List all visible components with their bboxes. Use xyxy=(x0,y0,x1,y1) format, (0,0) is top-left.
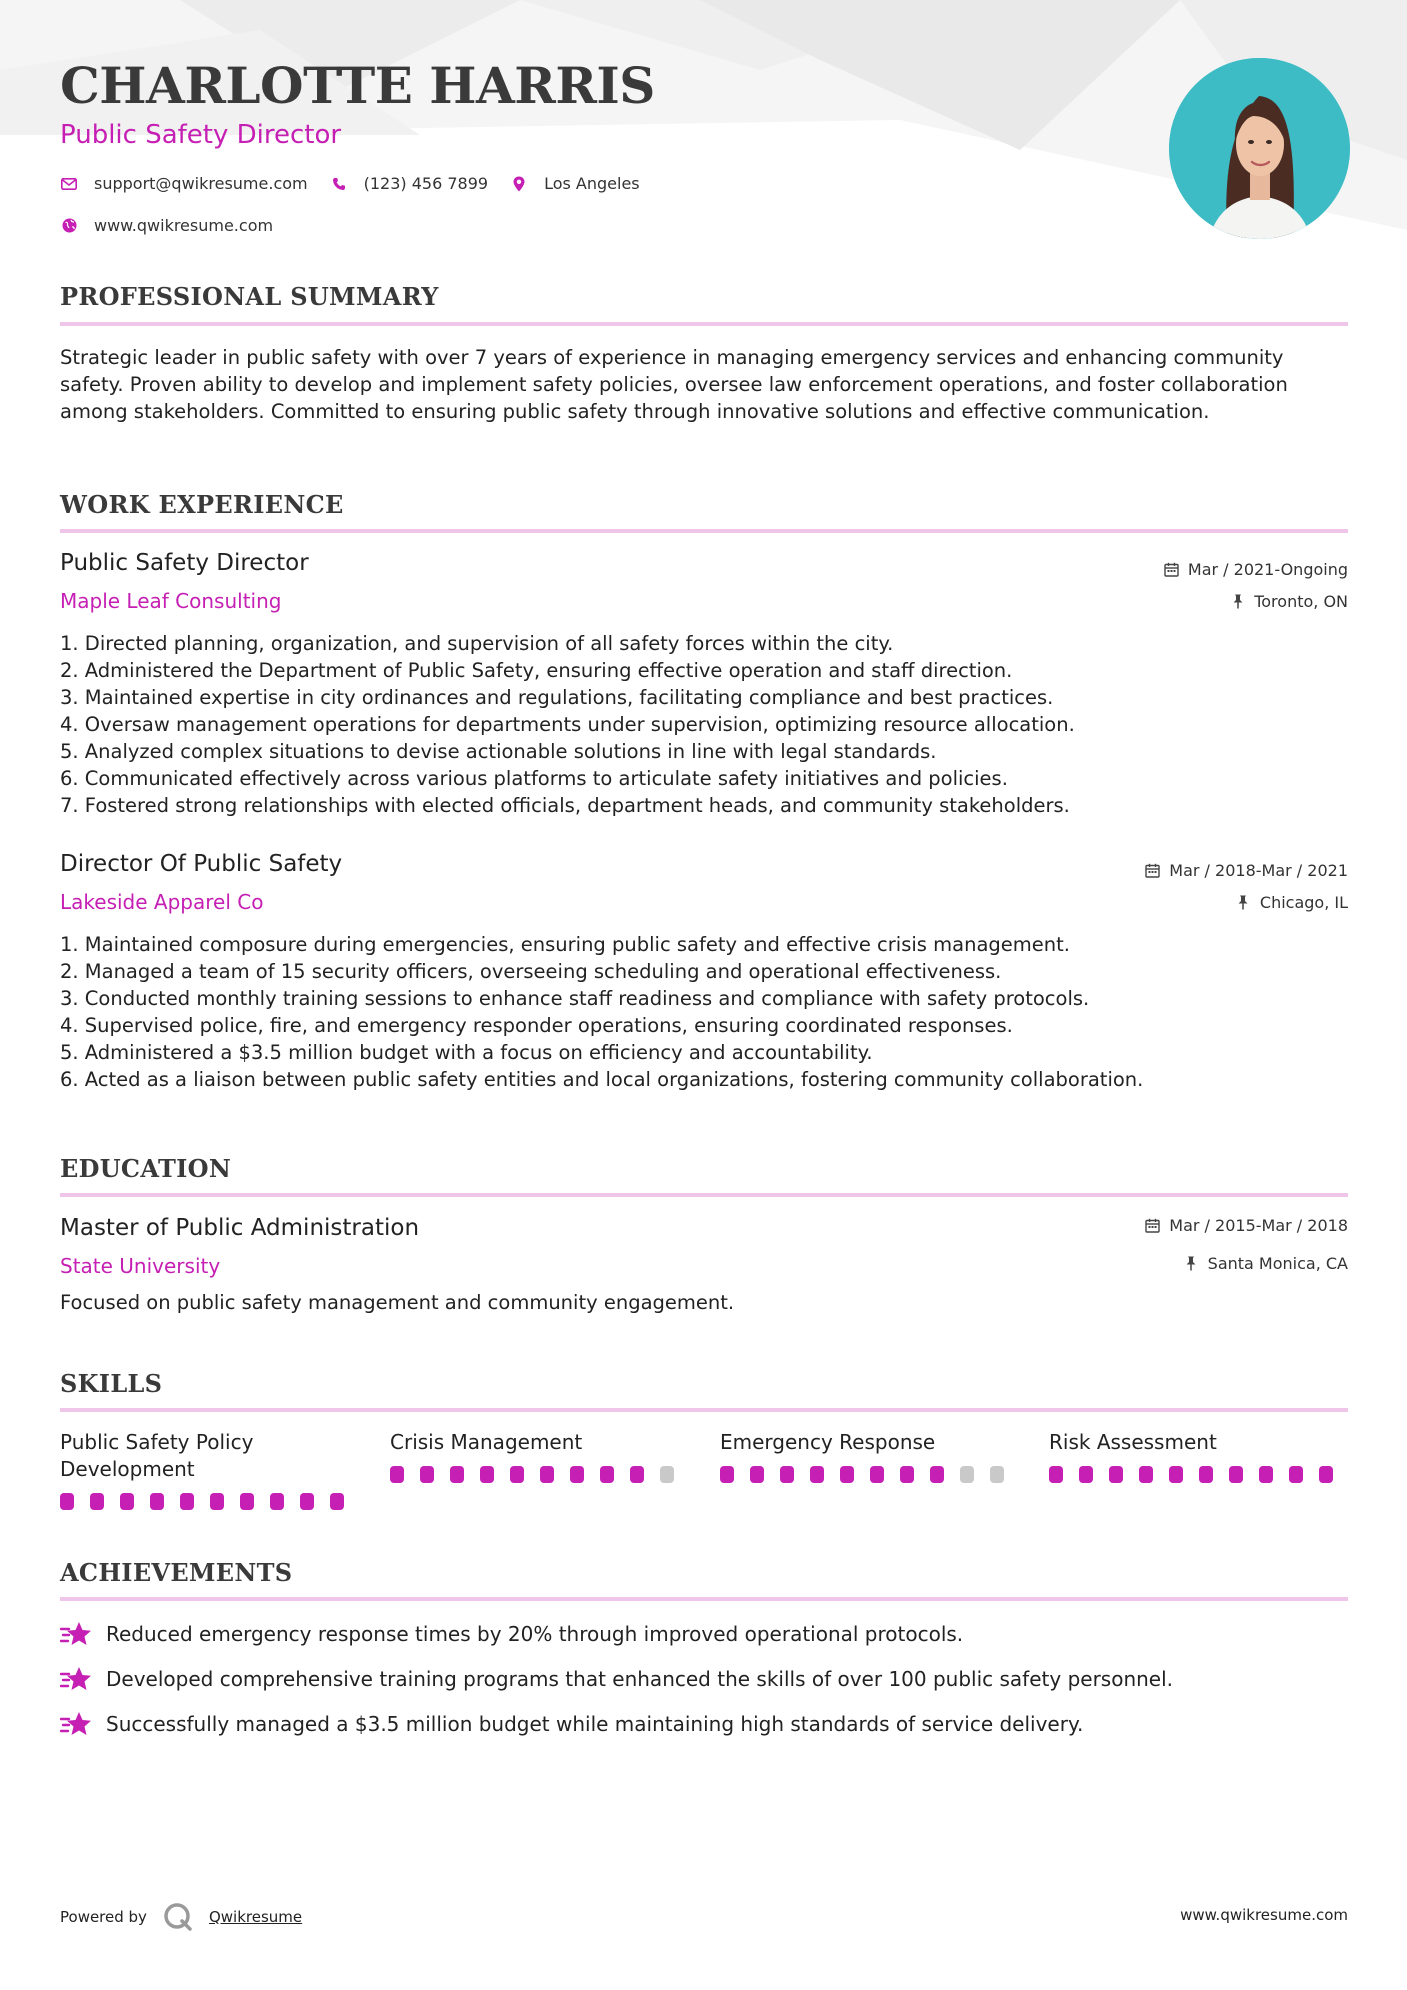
skill-dot-filled xyxy=(1109,1466,1123,1483)
list-item: 3. Conducted monthly training sessions to enhance staff readiness and compliance with safety protocols. xyxy=(60,987,1090,1010)
skill-dot-filled xyxy=(600,1466,614,1483)
skill-dot-filled xyxy=(1139,1466,1153,1483)
education-description: Focused on public safety management and community engagement. xyxy=(60,1291,735,1314)
footer-powered-by xyxy=(60,1902,302,1932)
skill-item xyxy=(60,1429,360,1510)
skill-dot-filled xyxy=(750,1466,764,1483)
list-item: 4. Supervised police, fire, and emergency responder operations, ensuring coordinated responses. xyxy=(60,1014,1013,1037)
candidate-title: Public Safety Director xyxy=(60,120,342,150)
job-dates xyxy=(1145,861,1348,880)
pushpin-icon xyxy=(1236,895,1251,910)
list-item: 3. Maintained expertise in city ordinances and regulations, facilitating compliance and best practices. xyxy=(60,686,1054,709)
profile-photo xyxy=(1169,58,1350,239)
list-item: 5. Administered a $3.5 million budget with a focus on efficiency and accountability. xyxy=(60,1041,873,1064)
skill-dot-filled xyxy=(450,1466,464,1483)
section-divider xyxy=(60,1597,1348,1601)
contact-website[interactable] xyxy=(60,216,273,235)
achievement-text: Successfully managed a $3.5 million budget while maintaining high standards of service delivery. xyxy=(106,1712,1084,1736)
star-icon xyxy=(60,1620,92,1648)
skill-dot-filled xyxy=(510,1466,524,1483)
section-divider xyxy=(60,1408,1348,1412)
skill-dot-filled xyxy=(780,1466,794,1483)
skill-item xyxy=(390,1429,690,1483)
summary-text: Strategic leader in public safety with over 7 years of experience in managing emergency services and enhancing community safety. Proven ability to develop and implement safety policies, oversee law enforcement operations, and foster collaboration among stakeholders. Committed to ensuring public safety through innovative solutions and effective communication. xyxy=(60,346,1288,423)
map-pin-icon xyxy=(510,175,528,193)
section-divider xyxy=(60,1193,1348,1197)
job-dates-text: Mar / 2021-Ongoing xyxy=(1187,560,1348,579)
skill-dot-filled xyxy=(270,1493,284,1510)
star-icon xyxy=(60,1710,92,1738)
globe-icon xyxy=(60,217,78,235)
skill-dot-filled xyxy=(1169,1466,1183,1483)
phone-icon xyxy=(330,175,348,193)
skill-dot-filled xyxy=(630,1466,644,1483)
skill-dot-filled xyxy=(870,1466,884,1483)
skill-item xyxy=(1049,1429,1349,1483)
contact-location xyxy=(510,174,640,193)
skill-dot-filled xyxy=(210,1493,224,1510)
skill-dot-filled xyxy=(420,1466,434,1483)
experience-heading: WORK EXPERIENCE xyxy=(60,490,344,519)
job-location xyxy=(1236,893,1348,912)
skill-dot-filled xyxy=(1049,1466,1063,1483)
skill-dot-filled xyxy=(90,1493,104,1510)
list-item: 6. Communicated effectively across various platforms to articulate safety initiatives and policies. xyxy=(60,767,1008,790)
skill-dot-empty xyxy=(960,1466,974,1483)
list-item: 2. Administered the Department of Public Safety, ensuring effective operation and staff direction. xyxy=(60,659,1013,682)
skill-dot-filled xyxy=(1229,1466,1243,1483)
education-dates-text: Mar / 2015-Mar / 2018 xyxy=(1169,1216,1348,1235)
skill-dot-empty xyxy=(990,1466,1004,1483)
list-item: 6. Acted as a liaison between public safety entities and local organizations, fostering community collaboration. xyxy=(60,1068,1144,1091)
achievement-item xyxy=(60,1620,963,1648)
skill-dot-filled xyxy=(120,1493,134,1510)
achievement-text: Developed comprehensive training programs that enhanced the skills of over 100 public safety personnel. xyxy=(106,1667,1174,1691)
skill-rating xyxy=(390,1466,690,1483)
skill-rating xyxy=(1049,1466,1349,1483)
education-location-text: Santa Monica, CA xyxy=(1207,1254,1348,1273)
skill-dot-filled xyxy=(930,1466,944,1483)
skill-dot-filled xyxy=(1289,1466,1303,1483)
contact-phone[interactable] xyxy=(330,174,488,193)
powered-by-label: Powered by xyxy=(60,1908,147,1926)
pushpin-icon xyxy=(1230,594,1245,609)
skill-dot-filled xyxy=(60,1493,74,1510)
achievements-heading: ACHIEVEMENTS xyxy=(60,1558,293,1587)
achievement-item xyxy=(60,1710,1083,1738)
skill-dot-filled xyxy=(840,1466,854,1483)
skill-dot-filled xyxy=(720,1466,734,1483)
degree-title: Master of Public Administration xyxy=(60,1215,420,1241)
skill-dot-filled xyxy=(150,1493,164,1510)
job-title: Director Of Public Safety xyxy=(60,851,343,877)
skill-dot-filled xyxy=(810,1466,824,1483)
job-dates-text: Mar / 2018-Mar / 2021 xyxy=(1169,861,1348,880)
skill-dot-filled xyxy=(1199,1466,1213,1483)
achievement-item xyxy=(60,1665,1173,1693)
skill-rating xyxy=(60,1493,360,1510)
skill-dot-filled xyxy=(300,1493,314,1510)
education-heading: EDUCATION xyxy=(60,1154,232,1183)
footer-website[interactable]: www.qwikresume.com xyxy=(1180,1906,1348,1924)
list-item: 4. Oversaw management operations for departments under supervision, optimizing resource allocation. xyxy=(60,713,1075,736)
contact-email[interactable] xyxy=(60,174,308,193)
skills-heading: SKILLS xyxy=(60,1369,163,1398)
job-responsibilities xyxy=(60,931,1348,1093)
skill-dot-filled xyxy=(330,1493,344,1510)
website-text: www.qwikresume.com xyxy=(94,216,274,235)
skill-dot-filled xyxy=(1259,1466,1273,1483)
section-divider xyxy=(60,322,1348,326)
skill-rating xyxy=(720,1466,1020,1483)
qwikresume-logo-icon xyxy=(163,1902,193,1932)
calendar-icon xyxy=(1145,863,1160,878)
skill-dot-filled xyxy=(1319,1466,1333,1483)
skill-item xyxy=(720,1429,1020,1483)
job-location-text: Toronto, ON xyxy=(1254,592,1348,611)
summary-heading: PROFESSIONAL SUMMARY xyxy=(60,282,439,311)
skill-name: Risk Assessment xyxy=(1049,1430,1217,1454)
skill-dot-filled xyxy=(900,1466,914,1483)
job-location-text: Chicago, IL xyxy=(1259,893,1348,912)
list-item: 7. Fostered strong relationships with elected officials, department heads, and community stakeholders. xyxy=(60,794,1070,817)
phone-text: (123) 456 7899 xyxy=(363,174,489,193)
list-item: 5. Analyzed complex situations to devise actionable solutions in line with legal standards. xyxy=(60,740,937,763)
job-title: Public Safety Director xyxy=(60,550,309,576)
skill-name: Public Safety Policy Development xyxy=(60,1430,254,1481)
calendar-icon xyxy=(1145,1218,1160,1233)
skill-dot-filled xyxy=(180,1493,194,1510)
envelope-icon xyxy=(60,175,78,193)
skill-name: Crisis Management xyxy=(390,1430,583,1454)
skill-dot-filled xyxy=(480,1466,494,1483)
job-location xyxy=(1230,592,1348,611)
calendar-icon xyxy=(1164,562,1179,577)
school-name: State University xyxy=(60,1254,221,1278)
job-company: Lakeside Apparel Co xyxy=(60,890,264,914)
contact-row xyxy=(60,174,662,193)
skill-name: Emergency Response xyxy=(720,1430,936,1454)
skill-dot-filled xyxy=(570,1466,584,1483)
list-item: 2. Managed a team of 15 security officers, overseeing scheduling and operational effectiveness. xyxy=(60,960,1002,983)
list-item: 1. Maintained composure during emergencies, ensuring public safety and effective crisis management. xyxy=(60,933,1070,956)
qwikresume-link[interactable]: Qwikresume xyxy=(208,1908,303,1926)
education-dates xyxy=(1145,1216,1348,1235)
list-item: 1. Directed planning, organization, and supervision of all safety forces within the city. xyxy=(60,632,894,655)
job-company: Maple Leaf Consulting xyxy=(60,589,282,613)
email-text: support@qwikresume.com xyxy=(94,174,308,193)
contact-row-website xyxy=(60,216,295,235)
achievement-text: Reduced emergency response times by 20% through improved operational protocols. xyxy=(106,1622,964,1646)
section-divider xyxy=(60,529,1348,533)
job-responsibilities xyxy=(60,630,1348,819)
education-location xyxy=(1184,1254,1348,1273)
skill-dot-empty xyxy=(660,1466,674,1483)
pushpin-icon xyxy=(1184,1256,1199,1271)
star-icon xyxy=(60,1665,92,1693)
skill-dot-filled xyxy=(1079,1466,1093,1483)
job-dates xyxy=(1164,560,1348,579)
skill-dot-filled xyxy=(390,1466,404,1483)
location-text: Los Angeles xyxy=(544,174,640,193)
candidate-name: CHARLOTTE HARRIS xyxy=(60,56,655,115)
skill-dot-filled xyxy=(540,1466,554,1483)
skill-dot-filled xyxy=(240,1493,254,1510)
